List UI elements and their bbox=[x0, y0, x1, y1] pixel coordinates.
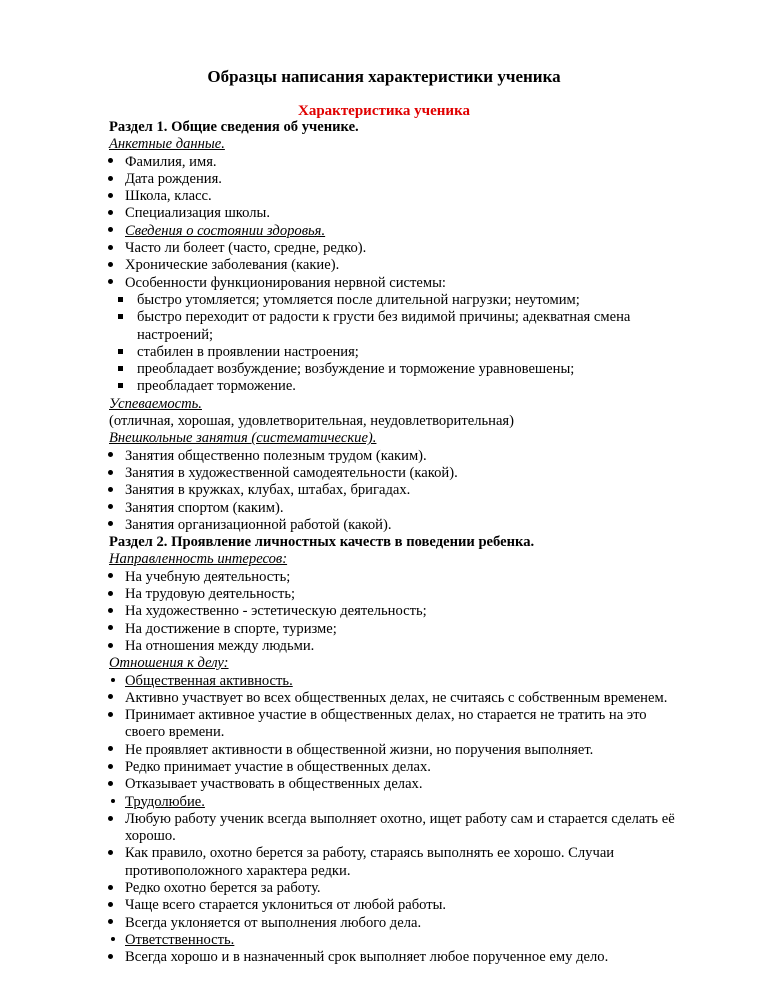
list-item bbox=[0, 794, 768, 811]
list-item bbox=[0, 154, 768, 171]
paragraph bbox=[0, 413, 768, 430]
list-item-text: Занятия общественно полезным трудом (каким). bbox=[125, 447, 427, 464]
list-item bbox=[0, 517, 768, 534]
section-heading-text: Раздел 2. Проявление личностных качеств в поведении ребенка. bbox=[109, 534, 535, 551]
subsection-caption bbox=[0, 551, 768, 568]
list-item-text: На художественно - эстетическую деятельность; bbox=[125, 603, 427, 620]
list-item-text: На достижение в спорте, туризме; bbox=[125, 620, 337, 637]
subsection-caption bbox=[0, 136, 768, 153]
subsection-caption-text: Внешкольные занятия (систематические). bbox=[109, 430, 377, 447]
bullet-icon bbox=[104, 171, 116, 188]
subsection-caption bbox=[0, 396, 768, 413]
square-bullet-icon bbox=[114, 292, 126, 309]
list-item-text: Как правило, охотно берется за работу, стараясь выполнять ее хорошо. Случаи противоположного характера редки. bbox=[125, 845, 615, 879]
list-item bbox=[0, 465, 768, 482]
page-subtitle: Характеристика ученика bbox=[298, 103, 470, 119]
list-item-text: Любую работу ученик всегда выполняет охотно, ищет работу сам и старается сделать её хорошо. bbox=[125, 810, 675, 845]
list-item bbox=[0, 621, 768, 638]
list-item-text: На трудовую деятельность; bbox=[125, 586, 296, 603]
list-item bbox=[0, 275, 768, 292]
list-item-text: Сведения о состоянии здоровья. bbox=[125, 222, 326, 239]
bullet-icon bbox=[104, 205, 116, 222]
list-item bbox=[0, 915, 768, 932]
bullet-icon bbox=[104, 845, 116, 862]
list-item bbox=[0, 482, 768, 499]
subsection-caption-text: Успеваемость. bbox=[109, 395, 202, 412]
list-item bbox=[0, 205, 768, 222]
list-item bbox=[0, 569, 768, 586]
page-title: Образцы написания характеристики ученика bbox=[207, 67, 561, 86]
section-heading-text: Раздел 1. Общие сведения об ученике. bbox=[109, 119, 359, 135]
list-item-text: стабилен в проявлении настроения; bbox=[137, 343, 359, 360]
bullet-icon bbox=[104, 811, 116, 828]
bullet-icon bbox=[104, 776, 116, 793]
list-item bbox=[0, 638, 768, 655]
list-item-text: Отказывает участвовать в общественных делах. bbox=[125, 776, 423, 793]
bullet-icon bbox=[104, 880, 116, 897]
list-item bbox=[0, 759, 768, 776]
subsection-caption-text: Направленность интересов: bbox=[109, 551, 288, 568]
bullet-icon bbox=[104, 223, 116, 240]
bullet-icon bbox=[104, 586, 116, 603]
bullet-icon bbox=[104, 154, 116, 171]
list-item bbox=[0, 344, 768, 361]
subsection-caption-text: Отношения к делу: bbox=[109, 655, 229, 672]
list-item-text: преобладает торможение. bbox=[137, 378, 296, 395]
list-item bbox=[0, 292, 768, 309]
bullet-icon bbox=[104, 257, 116, 274]
bullet-icon bbox=[104, 690, 116, 707]
paragraph-text: (отличная, хорошая, удовлетворительная, неудовлетворительная) bbox=[109, 413, 514, 430]
list-item-text: Активно участвует во всех общественных делах, не считаясь с собственным временем. bbox=[125, 689, 668, 706]
bullet-icon bbox=[104, 915, 116, 932]
list-item bbox=[0, 240, 768, 257]
subsection-caption bbox=[0, 430, 768, 447]
list-item-text: На учебную деятельность; bbox=[125, 568, 291, 585]
list-item bbox=[0, 586, 768, 603]
list-item-text: Особенности функционирования нервной системы: bbox=[125, 274, 446, 291]
bullet-icon bbox=[104, 603, 116, 620]
list-item bbox=[0, 309, 768, 344]
square-bullet-icon bbox=[114, 309, 126, 326]
bullet-icon bbox=[104, 621, 116, 638]
list-item bbox=[0, 448, 768, 465]
section-heading bbox=[0, 534, 768, 551]
list-item bbox=[0, 932, 768, 949]
bullet-icon bbox=[104, 759, 116, 776]
bullet-icon bbox=[104, 517, 116, 534]
small-bullet-icon bbox=[108, 932, 118, 949]
bullet-icon bbox=[104, 188, 116, 205]
subsection-caption bbox=[0, 655, 768, 672]
list-item-text: Занятия в художественной самодеятельности (какой). bbox=[125, 464, 458, 481]
small-bullet-icon bbox=[108, 794, 118, 811]
list-item bbox=[0, 500, 768, 517]
list-item-text: быстро утомляется; утомляется после длительной нагрузки; неутомим; bbox=[137, 291, 580, 308]
list-item bbox=[0, 361, 768, 378]
list-item-text: Общественная активность. bbox=[125, 672, 293, 689]
list-item-text: Редко принимает участие в общественных делах. bbox=[125, 758, 431, 775]
list-item bbox=[0, 949, 768, 966]
list-item bbox=[0, 673, 768, 690]
bullet-icon bbox=[104, 742, 116, 759]
bullet-icon bbox=[104, 482, 116, 499]
list-item-text: Часто ли болеет (часто, средне, редко). bbox=[125, 240, 367, 257]
section-heading bbox=[0, 119, 768, 136]
list-item-text: Школа, класс. bbox=[125, 188, 212, 205]
list-item-text: Всегда хорошо и в назначенный срок выполняет любое порученное ему дело. bbox=[125, 949, 609, 966]
list-item-text: Всегда уклоняется от выполнения любого дела. bbox=[125, 914, 422, 931]
list-item-text: Принимает активное участие в общественных делах, но старается не тратить на это своего времени. bbox=[125, 707, 647, 741]
list-item-text: преобладает возбуждение; возбуждение и торможение уравновешены; bbox=[137, 361, 575, 378]
list-item-text: На отношения между людьми. bbox=[125, 637, 315, 654]
list-item-text: Чаще всего старается уклониться от любой работы. bbox=[125, 897, 447, 914]
list-item-text: Фамилия, имя. bbox=[125, 153, 217, 170]
list-item bbox=[0, 188, 768, 205]
list-item bbox=[0, 845, 768, 880]
list-item-text: Трудолюбие. bbox=[125, 793, 205, 810]
list-item bbox=[0, 811, 768, 846]
list-item bbox=[0, 603, 768, 620]
bullet-icon bbox=[104, 707, 116, 724]
list-item bbox=[0, 171, 768, 188]
list-item bbox=[0, 690, 768, 707]
square-bullet-icon bbox=[114, 344, 126, 361]
square-bullet-icon bbox=[114, 378, 126, 395]
list-item-text: Занятия организационной работой (какой). bbox=[125, 516, 392, 533]
document-body bbox=[0, 119, 768, 967]
list-item-text: Хронические заболевания (какие). bbox=[125, 257, 340, 274]
bullet-icon bbox=[104, 569, 116, 586]
list-item bbox=[0, 707, 768, 742]
bullet-icon bbox=[104, 500, 116, 517]
square-bullet-icon bbox=[114, 361, 126, 378]
bullet-icon bbox=[104, 897, 116, 914]
bullet-icon bbox=[104, 465, 116, 482]
list-item bbox=[0, 257, 768, 274]
list-item-text: быстро переходит от радости к грусти без видимой причины; адекватная смена настроений; bbox=[137, 309, 631, 343]
bullet-icon bbox=[104, 949, 116, 966]
bullet-icon bbox=[104, 448, 116, 465]
list-item-text: Специализация школы. bbox=[125, 205, 270, 222]
list-item bbox=[0, 378, 768, 395]
list-item-text: Редко охотно берется за работу. bbox=[125, 880, 321, 897]
list-item bbox=[0, 776, 768, 793]
list-item bbox=[0, 880, 768, 897]
list-item-text: Занятия спортом (каким). bbox=[125, 499, 284, 516]
list-item bbox=[0, 223, 768, 240]
list-item bbox=[0, 742, 768, 759]
list-item-text: Занятия в кружках, клубах, штабах, бригадах. bbox=[125, 482, 411, 499]
small-bullet-icon bbox=[108, 673, 118, 690]
bullet-icon bbox=[104, 275, 116, 292]
list-item-text: Дата рождения. bbox=[125, 170, 222, 187]
bullet-icon bbox=[104, 638, 116, 655]
subsection-caption-text: Анкетные данные. bbox=[109, 136, 225, 153]
list-item-text: Ответственность. bbox=[125, 931, 235, 948]
bullet-icon bbox=[104, 240, 116, 257]
list-item-text: Не проявляет активности в общественной жизни, но поручения выполняет. bbox=[125, 741, 594, 758]
list-item bbox=[0, 897, 768, 914]
